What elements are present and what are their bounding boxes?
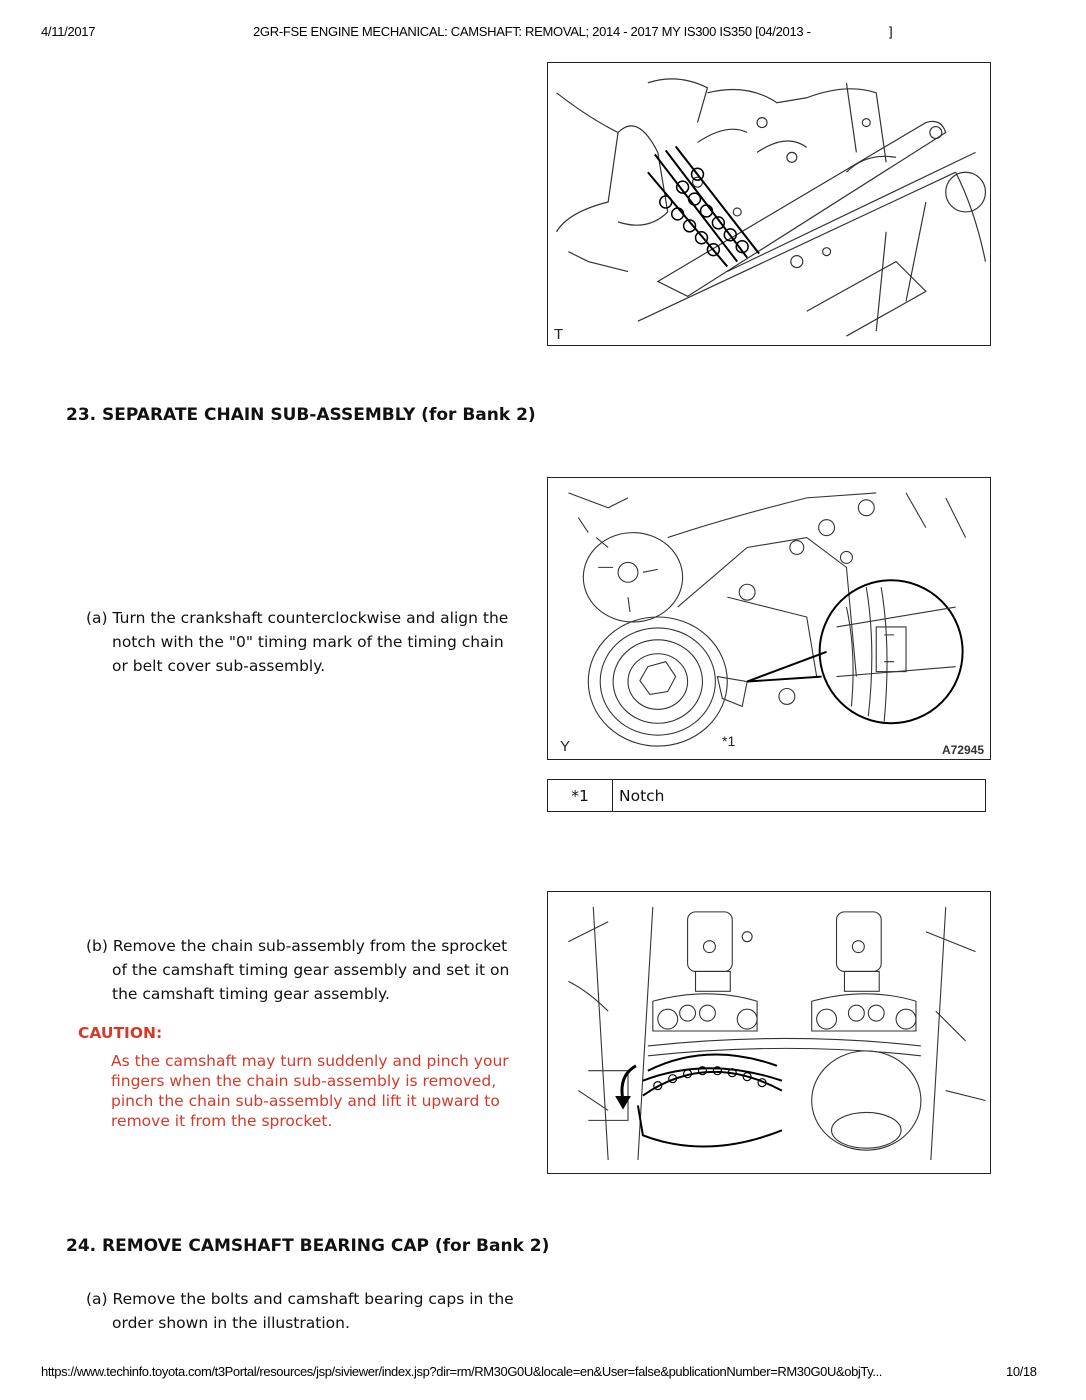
figure-crankshaft-notch <box>547 477 991 760</box>
step-marker: (a) <box>86 609 108 627</box>
print-date: 4/11/2017 <box>41 24 96 39</box>
caution-line: pinch the chain sub-assembly and lift it upward to <box>111 1092 500 1110</box>
figure-callout-label: *1 <box>722 733 736 749</box>
figure-camshaft-timing-gears <box>547 891 991 1174</box>
callout-legend-table <box>547 779 986 812</box>
step-text-line: of the camshaft timing gear assembly and set it on <box>112 961 510 979</box>
figure-corner-label: T <box>554 326 564 343</box>
caution-line: fingers when the chain sub-assembly is removed, <box>111 1072 497 1090</box>
step-text-line: Turn the crankshaft counterclockwise and align the <box>112 609 509 627</box>
step-24a <box>86 1287 546 1335</box>
figure-chain-bank2 <box>547 62 991 346</box>
step-text-line: Remove the bolts and camshaft bearing caps in the <box>112 1290 514 1308</box>
section-heading-24: 24. REMOVE CAMSHAFT BEARING CAP (for Bank 2) <box>66 1236 550 1256</box>
step-text-line: the camshaft timing gear assembly. <box>112 985 390 1003</box>
step-text-line: order shown in the illustration. <box>112 1314 350 1332</box>
figure-corner-label: Y <box>560 738 571 755</box>
step-marker: (a) <box>86 1290 108 1308</box>
caution-line: remove it from the sprocket. <box>111 1112 333 1130</box>
legend-value: Notch <box>613 780 986 812</box>
footer-url[interactable]: https://www.techinfo.toyota.com/t3Portal/resources/jsp/siviewer/index.jsp?dir=rm/RM30G0U&locale=en&User=false&publicationNumber=RM30G0U&objTy... <box>41 1364 883 1379</box>
figure-code: A72945 <box>941 743 984 757</box>
engine-chain-illustration <box>548 63 990 345</box>
caution-text <box>111 1051 531 1131</box>
step-text-line: Remove the chain sub-assembly from the sprocket <box>112 937 508 955</box>
step-23b <box>86 934 546 1006</box>
step-text-line: or belt cover sub-assembly. <box>112 657 326 675</box>
step-marker: (b) <box>86 937 108 955</box>
caution-label: CAUTION: <box>78 1024 163 1042</box>
document-title-bracket: ] <box>889 24 893 39</box>
section-heading-23: 23. SEPARATE CHAIN SUB-ASSEMBLY (for Bank 2) <box>66 405 536 425</box>
caution-line: As the camshaft may turn suddenly and pinch your <box>111 1052 509 1070</box>
camshaft-gear-illustration <box>548 892 990 1173</box>
step-23a <box>86 606 546 678</box>
page-number: 10/18 <box>1006 1364 1037 1379</box>
document-title: 2GR-FSE ENGINE MECHANICAL: CAMSHAFT: REMOVAL; 2014 - 2017 MY IS300 IS350 [04/2013 - <box>253 24 811 39</box>
crankshaft-pulley-illustration <box>548 478 990 759</box>
table-row <box>548 780 986 812</box>
legend-key: *1 <box>548 780 613 812</box>
step-text-line: notch with the "0" timing mark of the timing chain <box>112 633 504 651</box>
